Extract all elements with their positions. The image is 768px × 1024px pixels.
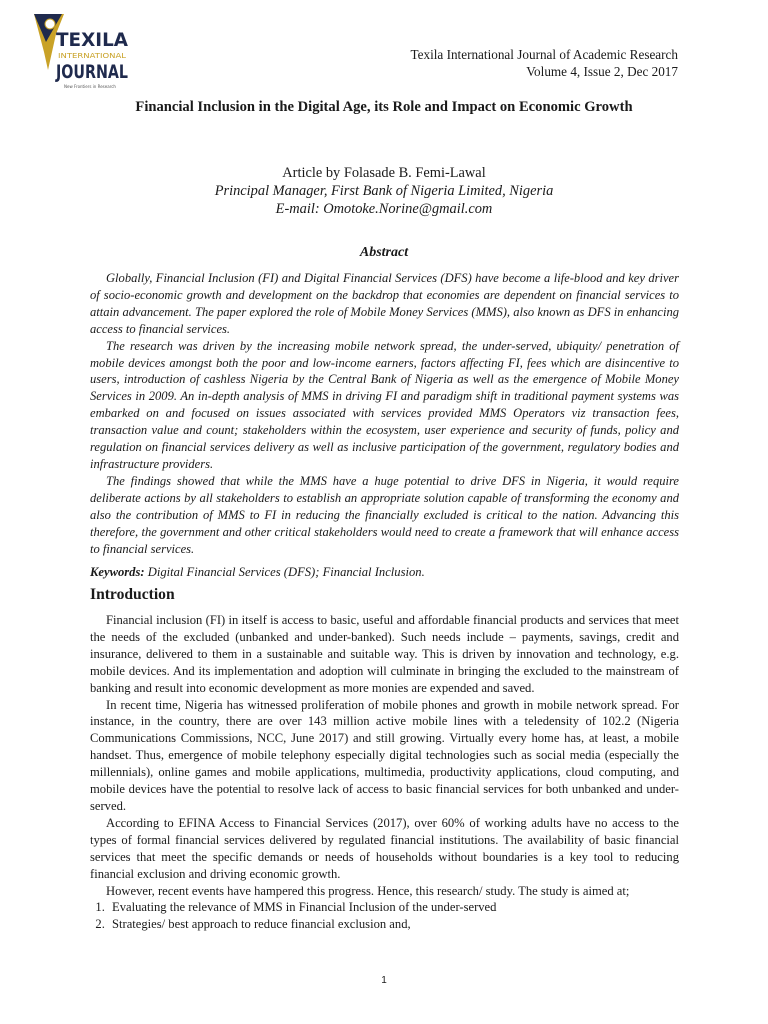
author-affiliation: Principal Manager, First Bank of Nigeria Limited, Nigeria bbox=[214, 183, 554, 199]
list-item: 2. Strategies/ best approach to reduce financial exclusion and, bbox=[108, 916, 679, 933]
introduction-body bbox=[90, 612, 679, 933]
article-title: Financial Inclusion in the Digital Age, its Role and Impact on Economic Growth bbox=[135, 99, 633, 115]
abstract-paragraph: The findings showed that while the MMS have a huge potential to drive DFS in Nigeria, it would require deliberate actions by all stakeholders to establish an appropriate solution capable of transforming the economy and also the contribution of MMS to FI in reducing the financially excluded is critical to the nation. Advancing this therefore, the government and other critical stakeholders would need to create a framework that will enhance access to financial services. bbox=[90, 473, 679, 556]
abstract-body bbox=[90, 270, 679, 557]
abstract-paragraph: Globally, Financial Inclusion (FI) and Digital Financial Services (DFS) have become a life-blood and key driver of socio-economic growth and development on the backdrop that economies are dependent on financial services to attain advancement. The paper explored the role of Mobile Money Services (MMS), also known as DFS in enhancing access to financial services. bbox=[90, 271, 679, 336]
body-paragraph: Financial inclusion (FI) in itself is access to basic, useful and affordable financial products and services that meet the needs of the excluded (unbanked and under-banked). Such needs include – payments, savings, credit and insurance, delivered to them in a sustainable and suitable way. This is driven by innovation and technology, e.g. mobile devices. And its implementation and adoption will culminate in bringing the excluded to the mainstream of banking and result into economic development as more monies are expended and saved. bbox=[90, 613, 679, 695]
keywords-text: Digital Financial Services (DFS); Financial Inclusion. bbox=[144, 565, 425, 579]
logo-line-2: INTERNATIONAL bbox=[58, 52, 127, 60]
body-paragraph: In recent time, Nigeria has witnessed proliferation of mobile phones and growth in mobile network spread. For instance, in the country, there are over 143 million active mobile lines with a teledensity of 102.2 (Nigeria Communications Commissions, NCC, June 2017) and still growing. Virtually every home has, at least, a mobile handset. Thus, emergence of mobile telephony especially digital technologies such as social media (especially the millennials), online games and mobile applications, multimedia, productivity applications, cloud computing, and mobile devices have the potential to resolve lack of access to basic financial services for both unbanked and under-served. bbox=[90, 697, 679, 813]
body-paragraph: According to EFINA Access to Financial Services (2017), over 60% of working adults have no access to the types of formal financial services delivered by regulated financial institutions. The availability of basic financial services that meet the specific demands or needs of households without boundaries is a key tool to reducing financial exclusion and driving economic growth. bbox=[90, 815, 679, 881]
author-email: E-mail: Omotoke.Norine@gmail.com bbox=[275, 201, 493, 217]
logo-line-1: TEXILA bbox=[56, 29, 129, 51]
author-byline: Article by Folasade B. Femi-Lawal bbox=[282, 165, 486, 181]
body-paragraph: However, recent events have hampered this progress. Hence, this research/ study. The study is aimed at; bbox=[106, 883, 630, 898]
page-number: 1 bbox=[381, 975, 387, 986]
introduction-heading: Introduction bbox=[90, 586, 175, 603]
journal-name: Texila International Journal of Academic Research bbox=[410, 47, 678, 62]
aims-list bbox=[90, 899, 679, 933]
journal-volume: Volume 4, Issue 2, Dec 2017 bbox=[526, 64, 678, 79]
author-block bbox=[90, 164, 678, 218]
keywords bbox=[90, 565, 679, 580]
abstract-heading: Abstract bbox=[359, 245, 409, 260]
list-item: 1. Evaluating the relevance of MMS in Financial Inclusion of the under-served bbox=[108, 899, 679, 916]
logo-line-3: JOURNAL bbox=[54, 61, 128, 83]
abstract-paragraph: The research was driven by the increasing mobile network spread, the under-served, ubiquity/ penetration of mobile devices amongst both the poor and low-income earners, factors affecting FI, fees which are disincentive to users, introduction of cashless Nigeria by the Central Bank of Nigeria as well as the emergence of Mobile Money Services in 2009. An in-depth analysis of MMS in driving FI and paradigm shift in traditional payment systems was embarked on and focused on issues associated with services provided MMS Operators viz transaction fees, transaction value and count; stakeholders within the ecosystem, user experience and security of funds, policy and regulation on financial services delivery as well as inclusive participation of the government, regulatory bodies and infrastructure providers. bbox=[90, 338, 679, 471]
keywords-label: Keywords: bbox=[90, 565, 145, 579]
texila-journal-logo bbox=[26, 12, 130, 94]
journal-header bbox=[411, 46, 678, 80]
logo-tagline: New Frontiers in Research bbox=[64, 84, 116, 89]
